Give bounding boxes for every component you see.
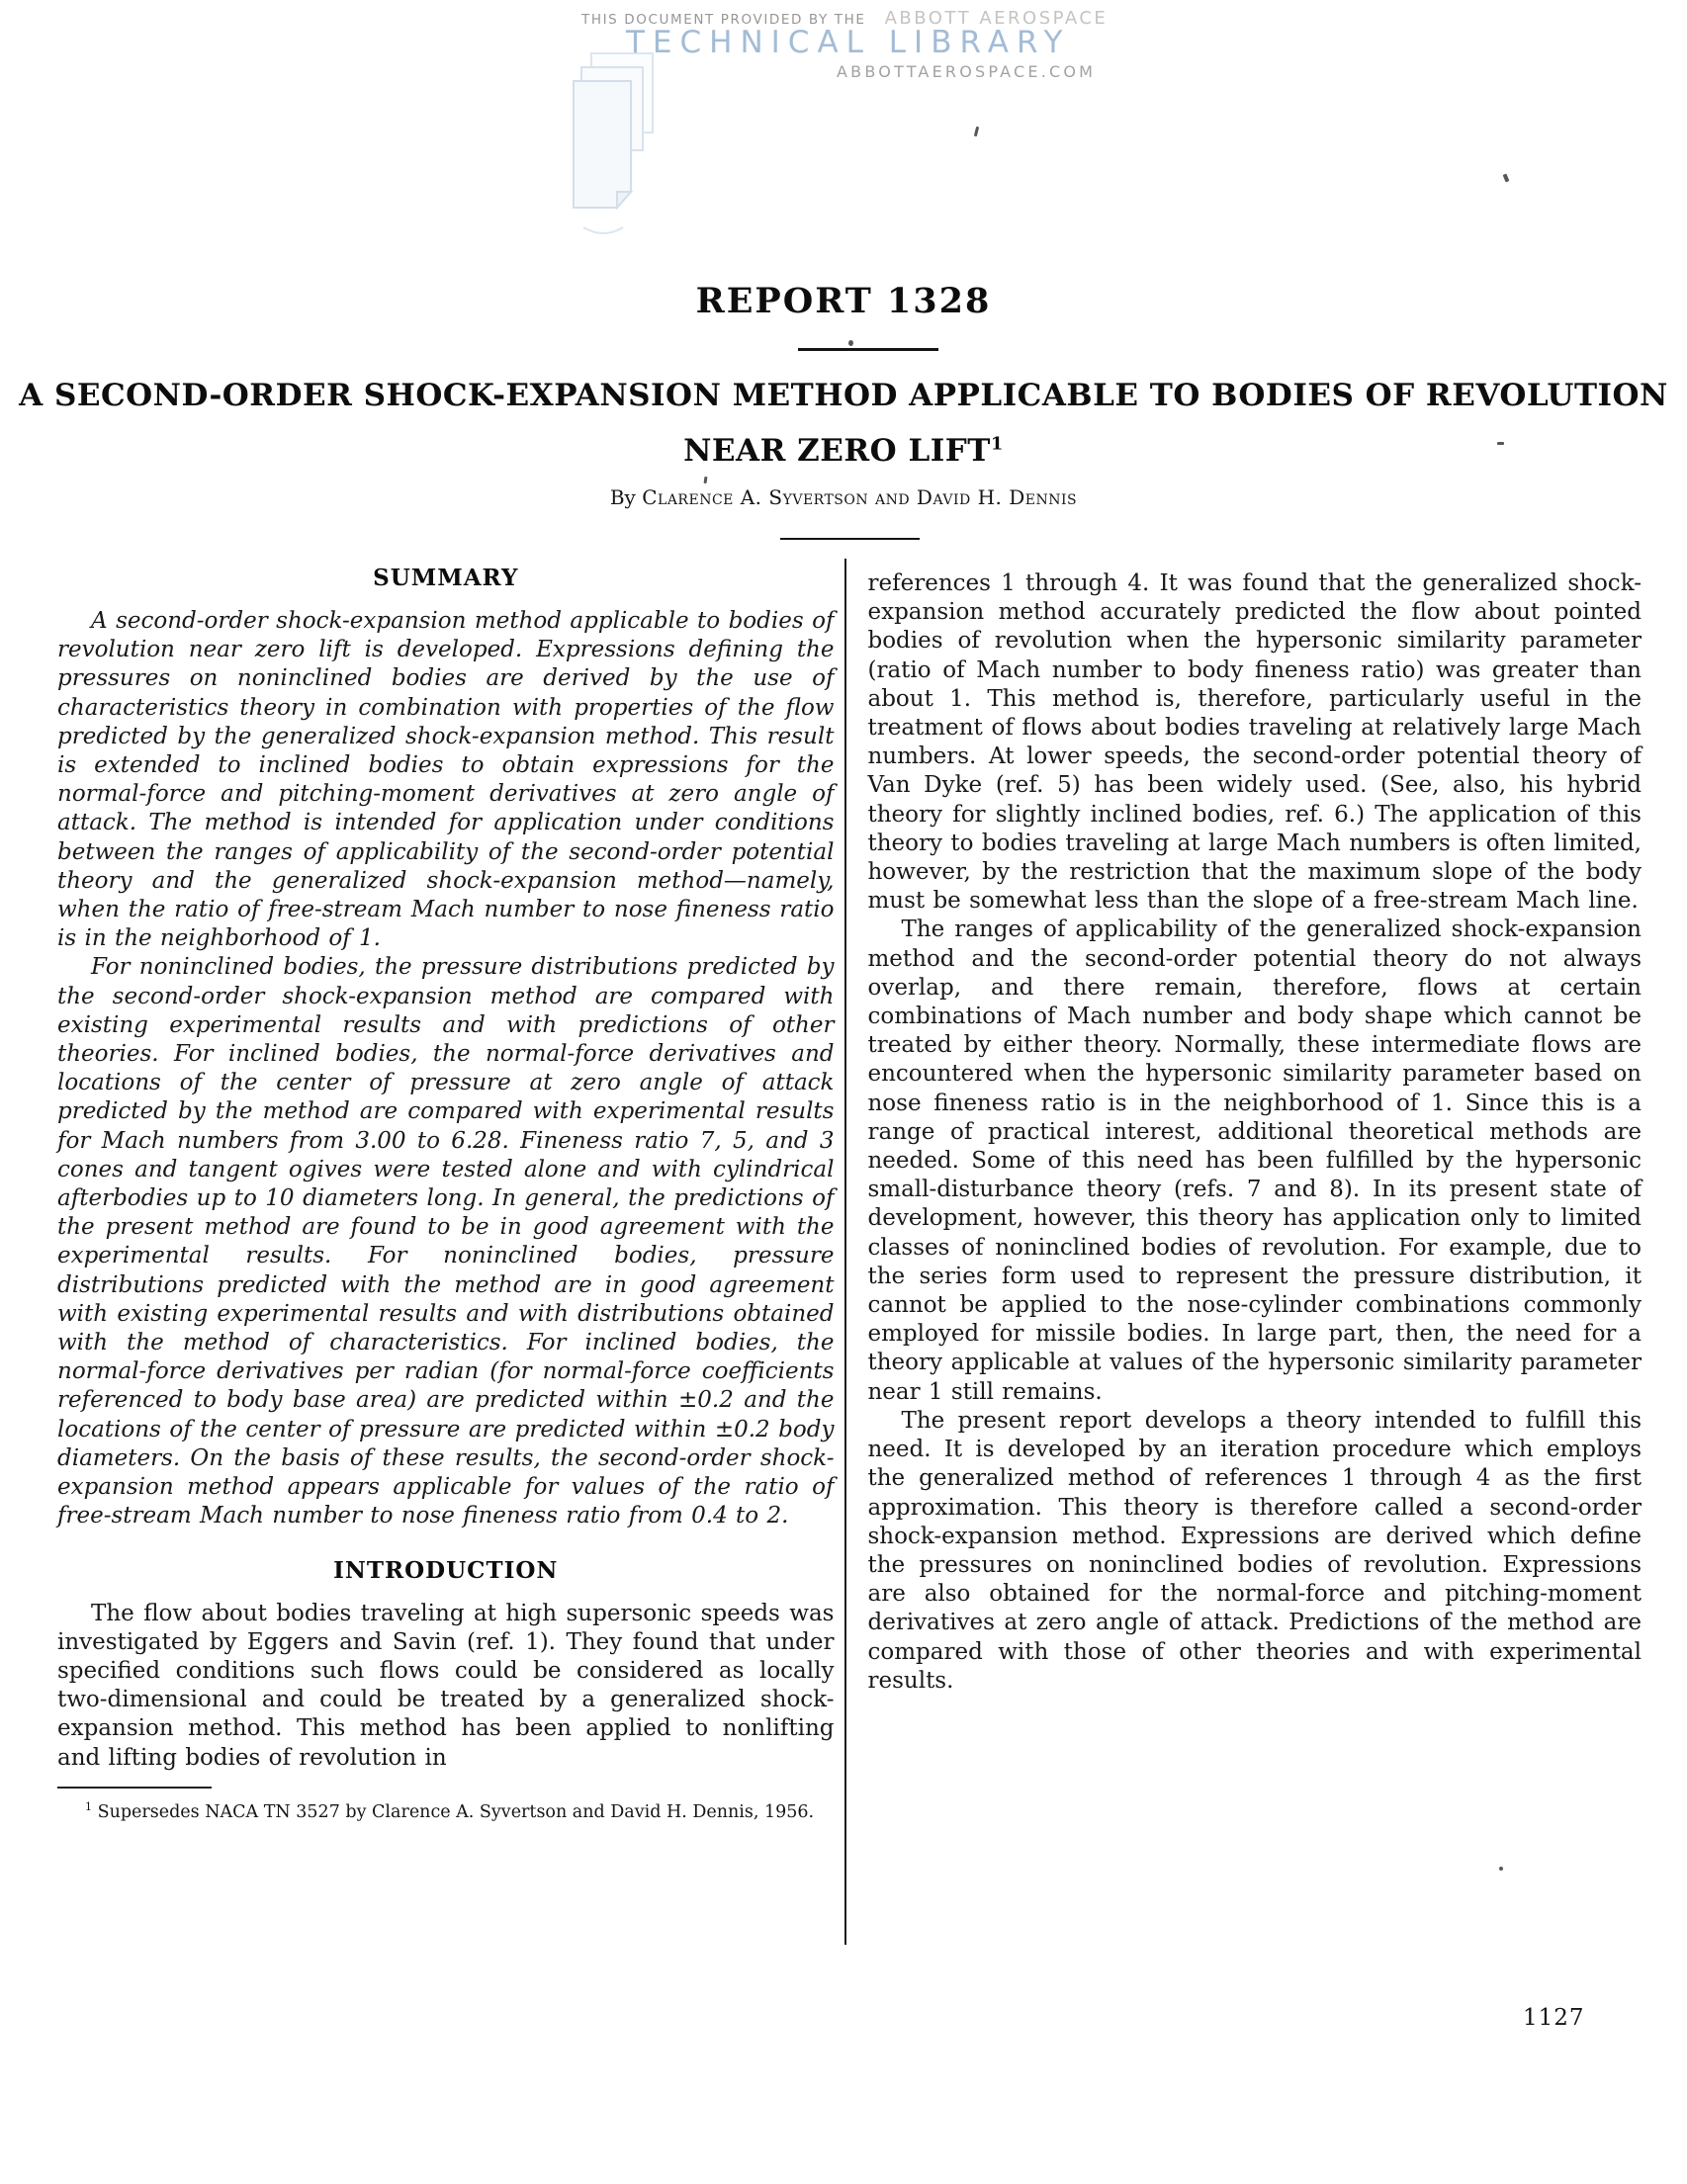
footnote-text: Supersedes NACA TN 3527 by Clarence A. Syvertson and David H. Dennis, 1956. (97, 1801, 815, 1822)
provided-by-text: THIS DOCUMENT PROVIDED BY THE (581, 12, 866, 28)
scan-speck (1499, 1867, 1503, 1871)
byline-rule (780, 538, 920, 540)
scan-speck (848, 340, 853, 346)
title-footnote-marker: 1 (990, 433, 1004, 455)
site-url-text: ABBOTTAEROSPACE.COM (837, 62, 1097, 81)
brand-text: ABBOTT AEROSPACE (884, 8, 1109, 29)
column-divider-rule (844, 559, 846, 1945)
left-column (57, 559, 834, 1945)
footnote (57, 1796, 834, 1823)
title-line2-text: NEAR ZERO LIFT (683, 433, 991, 469)
body-columns (57, 559, 1642, 1945)
right-column (867, 559, 1642, 1945)
library-title-text: TECHNICAL LIBRARY (626, 25, 1071, 60)
report-title-line1: A SECOND-ORDER SHOCK-EXPANSION METHOD APPLICABLE TO BODIES OF REVOLUTION (19, 378, 1668, 413)
body-paragraph: The ranges of applicability of the generalized shock-expansion method and the second-order potential theory do not always overlap, and there remain, therefore, flows at certain combinations of Mach number and body shape which cannot be treated by either theory. Normally, these intermediate flows are encountered when the hypersonic similarity parameter based on nose fineness ratio is in the neighborhood of 1. Since this is a range of practical interest, additional theoretical methods are needed. Some of this need has been fulfilled by the hypersonic small-disturbance theory (refs. 7 and 8). In its present state of development, however, this theory has application only to limited classes of noninclined bodies of revolution. For example, due to the series form used to represent the pressure distribution, it cannot be applied to the nose-cylinder combinations commonly employed for missile bodies. In large part, then, the need for a theory applicable at values of the hypersonic similarity parameter near 1 still remains. (867, 917, 1642, 1405)
report-title-line2 (0, 433, 1687, 469)
footnote-rule (57, 1787, 212, 1789)
body-paragraph: references 1 through 4. It was found that the generalized shock-expansion method accurately predicted the flow about pointed bodies of revolution when the hypersonic similarity parameter (ratio of Mach number to body fineness ratio) was greater than about 1. This method is, therefore, particularly useful in the treatment of flows about bodies traveling at relatively large Mach numbers. At lower speeds, the second-order potential theory of Van Dyke (ref. 5) has been widely used. (See, also, his hybrid theory for slightly inclined bodies, ref. 6.) The application of this theory to bodies traveling at large Mach numbers is often limited, however, by the restriction that the maximum slope of the body must be somewhat less than the slope of a free-stream Mach line. (867, 570, 1642, 915)
report-number: REPORT 1328 (695, 281, 992, 321)
introduction-paragraph: The flow about bodies traveling at high supersonic speeds was investigated by Eggers and Savin (ref. 1). They found that under specified conditions such flows could be considered as locally two-dimensional and could be treated by a generalized shock-expansion method. This method has been applied to nonlifting and lifting bodies of revolution in (57, 1600, 835, 1771)
page-number: 1127 (1523, 2005, 1585, 2031)
footnote-marker: 1 (85, 1799, 92, 1813)
byline-prefix: By (609, 485, 636, 509)
body-paragraph: The present report develops a theory intended to fulfill this need. It is developed by an iteration procedure which employs the generalized method of references 1 through 4 as the first approximation. This theory is therefore called a second-order shock-expansion method. Expressions are derived which define the pressures on noninclined bodies of revolution. Expressions are also obtained for the normal-force and pitching-moment derivatives at zero angle of attack. Predictions of the method are compared with those of other theories and with experimental results. (867, 1407, 1642, 1694)
report-number-rule (798, 348, 938, 351)
library-watermark-header (0, 0, 1687, 267)
summary-heading: SUMMARY (373, 565, 519, 591)
summary-paragraph: A second-order shock-expansion method applicable to bodies of revolution near zero lift is developed. Expressions defining the pressures on noninclined bodies are derived by the use of characteristics theory in combination with properties of the flow predicted by the generalized shock-expansion method. This result is extended to inclined bodies to obtain expressions for the normal-force and pitching-moment derivatives at zero angle of attack. The method is intended for application under conditions between the ranges of applicability of the second-order potential theory and the generalized shock-expansion method—namely, when the ratio of free-stream Mach number to nose fineness ratio is in the neighborhood of 1. (57, 608, 835, 952)
scan-speck (1497, 442, 1504, 445)
byline (0, 485, 1687, 509)
summary-paragraph: For noninclined bodies, the pressure distributions predicted by the second-order shock-expansion method are compared with existing experimental results and with predictions of other theories. For inclined bodies, the normal-force derivatives and locations of the center of pressure at zero angle of attack predicted by the method are compared with experimental results for Mach numbers from 3.00 to 6.28. Fineness ratio 7, 5, and 3 cones and tangent ogives were tested alone and with cylindrical afterbodies up to 10 diameters long. In general, the predictions of the present method are found to be in good agreement with the experimental results. For noninclined bodies, pressure distributions predicted with the method are in good agreement with existing experimental results and with distributions obtained with the method of characteristics. For inclined bodies, the normal-force derivatives per radian (for normal-force coefficients referenced to body base area) are predicted within ±0.2 and the locations of the center of pressure are predicted within ±0.2 body diameters. On the basis of these results, the second-order shock-expansion method appears applicable for values of the ratio of free-stream Mach number to nose fineness ratio from 0.4 to 2. (57, 954, 835, 1529)
byline-authors: Clarence A. Syvertson and David H. Dennis (642, 485, 1078, 509)
scan-speck (704, 477, 708, 483)
introduction-heading: INTRODUCTION (333, 1556, 559, 1584)
